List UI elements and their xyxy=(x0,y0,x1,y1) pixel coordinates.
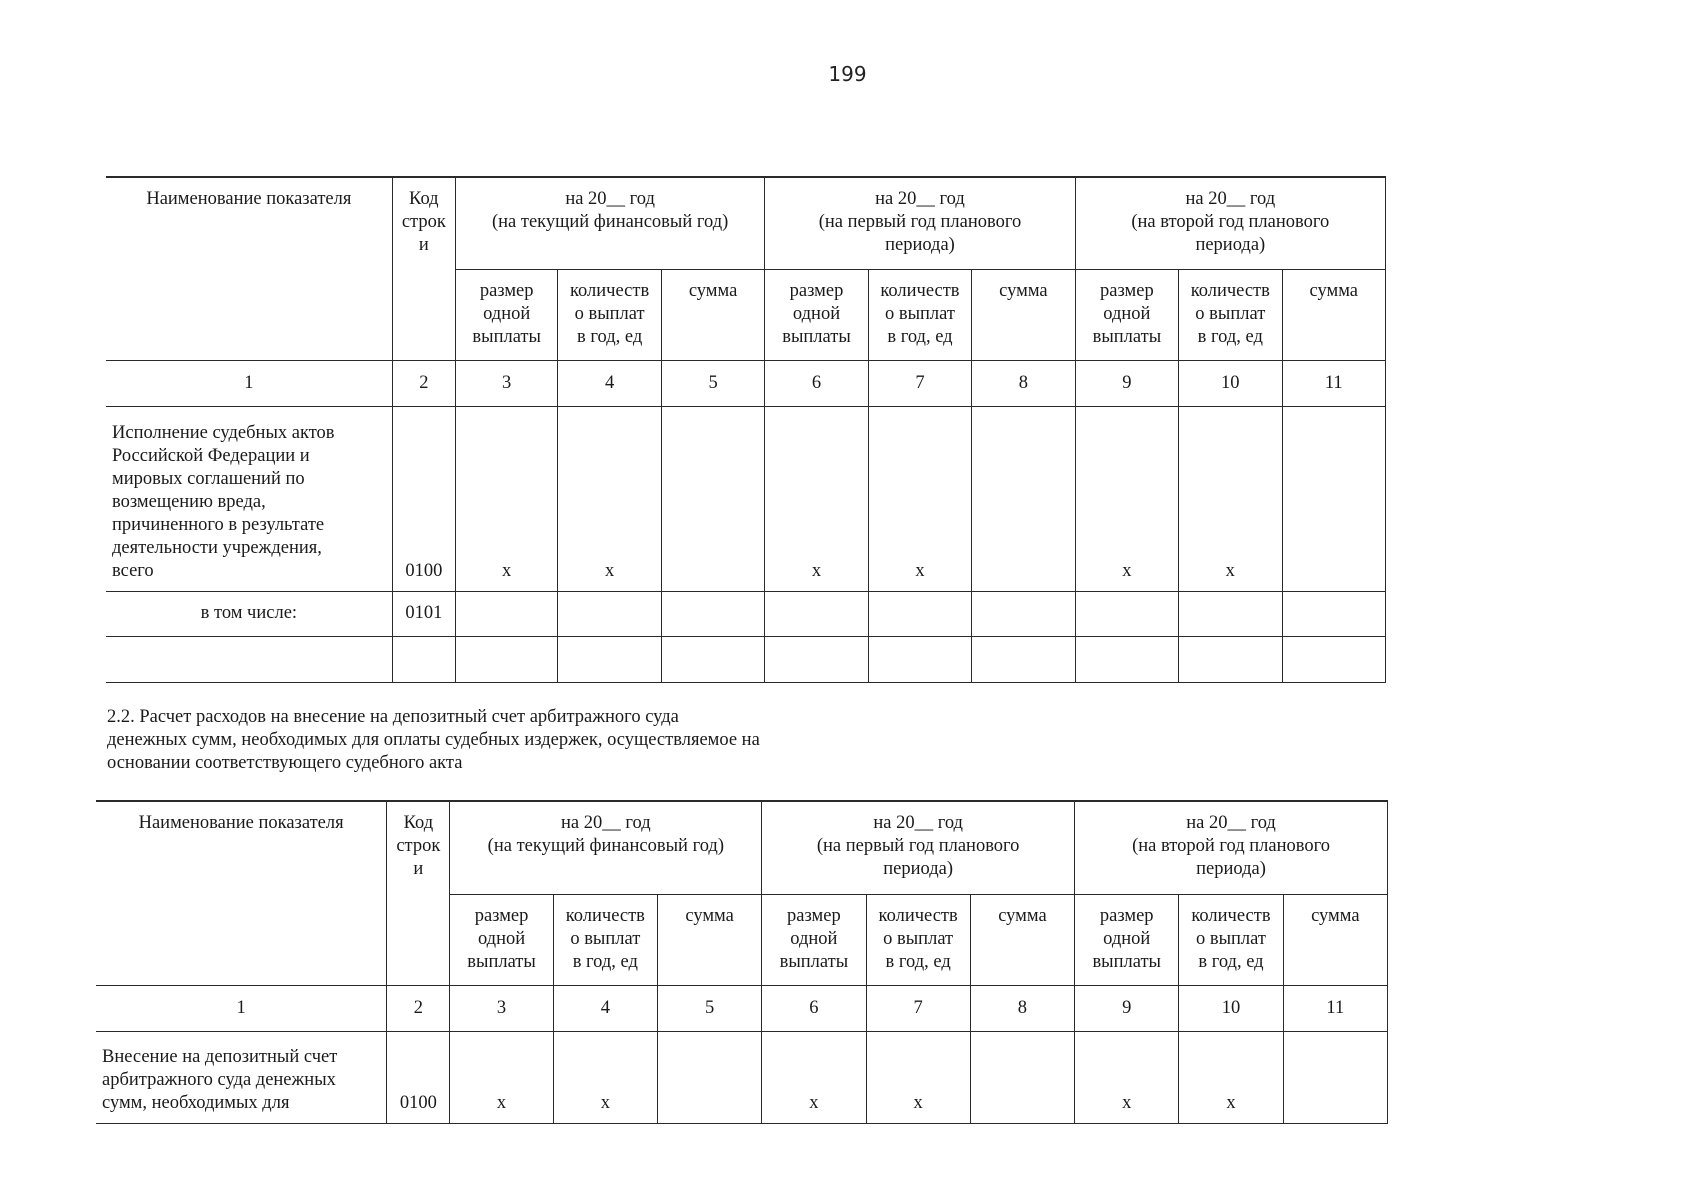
cell-value xyxy=(455,591,557,636)
sum-header: сумма xyxy=(657,894,761,985)
row-name: Внесение на депозитный счет арбитражного суда денежных сумм, необходимых для xyxy=(96,1031,387,1123)
payment-size-header: размер одной выплаты xyxy=(1075,269,1178,360)
row-code xyxy=(392,636,455,682)
year-first-plan-header: на 20__ год (на первый год планового периода) xyxy=(765,177,1075,269)
col-number: 1 xyxy=(96,985,387,1031)
row-code: 0100 xyxy=(387,1031,450,1123)
cell-value xyxy=(455,636,557,682)
cell-value xyxy=(558,591,661,636)
table-row xyxy=(106,406,1386,591)
cell-value: х xyxy=(868,406,971,591)
cell-value: х xyxy=(455,406,557,591)
col-number: 3 xyxy=(450,985,553,1031)
table-row xyxy=(106,591,1386,636)
year-current-header: на 20__ год (на текущий финансовый год) xyxy=(450,801,762,894)
cell-value: х xyxy=(1075,1031,1179,1123)
col-number: 11 xyxy=(1282,360,1385,406)
payment-size-header: размер одной выплаты xyxy=(450,894,553,985)
line-code-header: Код строк и xyxy=(392,177,455,360)
col-number: 2 xyxy=(387,985,450,1031)
cell-value: х xyxy=(450,1031,553,1123)
indicator-name-header: Наименование показателя xyxy=(106,177,392,360)
cell-value xyxy=(1283,1031,1387,1123)
cell-value xyxy=(972,406,1075,591)
table-row xyxy=(106,636,1386,682)
row-name: в том числе: xyxy=(106,591,392,636)
col-number: 3 xyxy=(455,360,557,406)
cell-value: х xyxy=(1179,406,1282,591)
cell-value xyxy=(970,1031,1074,1123)
cell-value: х xyxy=(1179,1031,1283,1123)
col-number: 10 xyxy=(1179,360,1282,406)
payment-size-header: размер одной выплаты xyxy=(455,269,557,360)
cell-value xyxy=(1282,406,1385,591)
col-number: 7 xyxy=(866,985,970,1031)
col-number: 9 xyxy=(1075,360,1178,406)
cell-value xyxy=(661,406,764,591)
sum-header: сумма xyxy=(1283,894,1387,985)
line-code-header: Код строк и xyxy=(387,801,450,985)
cell-value xyxy=(765,636,868,682)
col-number: 11 xyxy=(1283,985,1387,1031)
row-name: Исполнение судебных актов Российской Федерации и мировых соглашений по возмещению вреда, причиненного в результате деятельности учреждения, всего xyxy=(106,406,392,591)
payment-count-header: количеств о выплат в год, ед xyxy=(1179,269,1282,360)
sum-header: сумма xyxy=(661,269,764,360)
expense-table-2 xyxy=(96,800,1388,1124)
col-number: 5 xyxy=(657,985,761,1031)
payment-count-header: количеств о выплат в год, ед xyxy=(866,894,970,985)
cell-value xyxy=(1179,591,1282,636)
col-number: 4 xyxy=(553,985,657,1031)
col-number: 6 xyxy=(765,360,868,406)
col-number: 8 xyxy=(972,360,1075,406)
year-second-plan-header: на 20__ год (на второй год планового периода) xyxy=(1075,177,1385,269)
col-number: 6 xyxy=(762,985,866,1031)
sum-header: сумма xyxy=(972,269,1075,360)
sum-header: сумма xyxy=(970,894,1074,985)
payment-size-header: размер одной выплаты xyxy=(765,269,868,360)
page-number: 199 xyxy=(828,62,867,86)
expense-table-1 xyxy=(106,176,1386,683)
table-row xyxy=(96,1031,1388,1123)
cell-value: х xyxy=(553,1031,657,1123)
cell-value xyxy=(765,591,868,636)
payment-count-header: количеств о выплат в год, ед xyxy=(558,269,661,360)
sum-header: сумма xyxy=(1282,269,1385,360)
cell-value xyxy=(661,591,764,636)
cell-value xyxy=(1282,636,1385,682)
year-first-plan-header: на 20__ год (на первый год планового периода) xyxy=(762,801,1075,894)
cell-value xyxy=(1179,636,1282,682)
col-number: 9 xyxy=(1075,985,1179,1031)
cell-value xyxy=(972,591,1075,636)
col-number: 1 xyxy=(106,360,392,406)
cell-value xyxy=(1282,591,1385,636)
col-number: 7 xyxy=(868,360,971,406)
col-number: 4 xyxy=(558,360,661,406)
payment-size-header: размер одной выплаты xyxy=(1075,894,1179,985)
payment-count-header: количеств о выплат в год, ед xyxy=(868,269,971,360)
cell-value xyxy=(868,636,971,682)
col-number: 10 xyxy=(1179,985,1283,1031)
cell-value: х xyxy=(1075,406,1178,591)
cell-value xyxy=(657,1031,761,1123)
cell-value: х xyxy=(558,406,661,591)
cell-value xyxy=(661,636,764,682)
row-code: 0101 xyxy=(392,591,455,636)
col-number: 2 xyxy=(392,360,455,406)
cell-value: х xyxy=(765,406,868,591)
cell-value xyxy=(972,636,1075,682)
col-number: 5 xyxy=(661,360,764,406)
row-name xyxy=(106,636,392,682)
section-2-2-description: 2.2. Расчет расходов на внесение на депозитный счет арбитражного суда денежных сумм, необходимых для оплаты судебных издержек, осуществляемое на основании соответствующего судебного акта xyxy=(107,707,760,773)
payment-count-header: количеств о выплат в год, ед xyxy=(553,894,657,985)
cell-value: х xyxy=(762,1031,866,1123)
row-code: 0100 xyxy=(392,406,455,591)
indicator-name-header: Наименование показателя xyxy=(96,801,387,985)
cell-value: х xyxy=(866,1031,970,1123)
cell-value xyxy=(868,591,971,636)
payment-count-header: количеств о выплат в год, ед xyxy=(1179,894,1283,985)
year-current-header: на 20__ год (на текущий финансовый год) xyxy=(455,177,764,269)
col-number: 8 xyxy=(970,985,1074,1031)
payment-size-header: размер одной выплаты xyxy=(762,894,866,985)
cell-value xyxy=(1075,636,1178,682)
cell-value xyxy=(558,636,661,682)
cell-value xyxy=(1075,591,1178,636)
year-second-plan-header: на 20__ год (на второй год планового периода) xyxy=(1075,801,1388,894)
